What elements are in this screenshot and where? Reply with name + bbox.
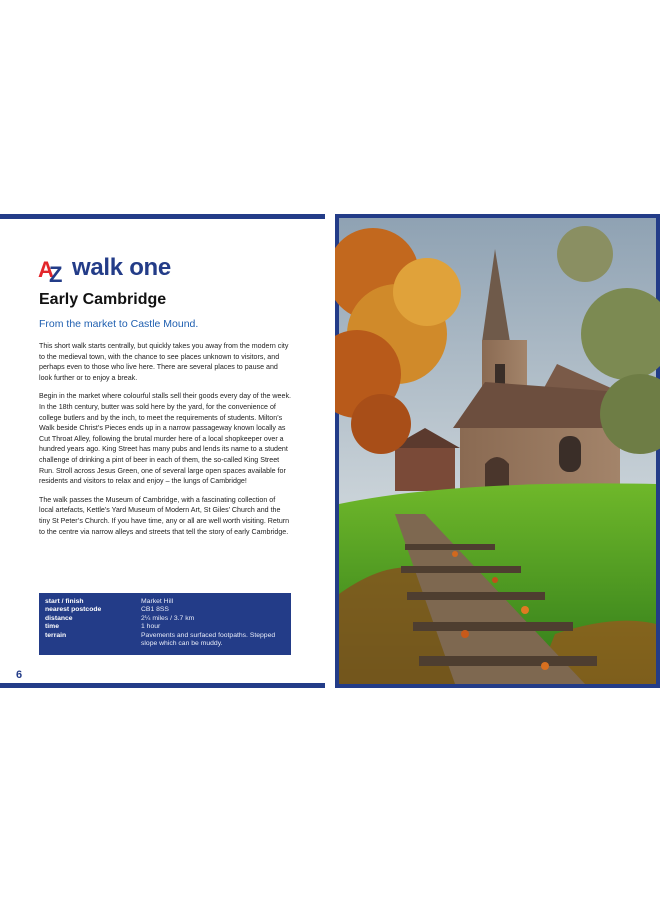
info-value: Pavements and surfaced footpaths. Stepped slope which can be muddy. xyxy=(141,631,276,648)
info-label: nearest postcode xyxy=(45,606,102,614)
info-label: start / finish xyxy=(45,598,84,605)
left-page xyxy=(0,214,325,688)
right-page xyxy=(335,214,660,688)
info-value: 1 hour xyxy=(141,623,161,631)
paragraph: This short walk starts centrally, but quickly takes you away from the modern city to the medieval town, with the chance to see places unknown to visitors, and perhaps even to those who live here. There are several places to pause and look further or to enjoy a break. xyxy=(39,342,289,382)
paragraph: The walk passes the Museum of Cambridge, with a fascinating collection of local artefacts, Kettle’s Yard Museum of Modern Art, St Giles’ Church and the tiny St Peter’s Church. If you have time, any or all are well worth visiting. Return to the centre via narrow alleys and streets that tell the story of early Cambridge. xyxy=(39,495,290,536)
info-label: terrain xyxy=(45,631,67,639)
info-label: time xyxy=(45,623,59,631)
page-title: Early Cambridge xyxy=(39,291,167,308)
info-row xyxy=(45,615,285,623)
info-value: Market Hill xyxy=(141,598,174,605)
walk-description xyxy=(39,341,291,545)
info-row xyxy=(45,632,285,649)
info-value: CB1 8SS xyxy=(141,606,169,614)
svg-text:A: A xyxy=(38,257,54,282)
svg-text:Z: Z xyxy=(49,262,63,285)
info-label: distance xyxy=(45,614,73,622)
book-spread xyxy=(0,214,660,688)
walk-tagline: From the market to Castle Mound. xyxy=(39,318,199,330)
info-row xyxy=(45,598,285,606)
info-row xyxy=(45,623,285,631)
info-row xyxy=(45,606,285,614)
page-number: 6 xyxy=(16,669,23,681)
walk-label: walk one xyxy=(72,254,171,281)
church-photo xyxy=(335,214,660,688)
info-value: 2¼ miles / 3.7 km xyxy=(141,614,195,622)
walk-info-box xyxy=(39,593,291,655)
paragraph: Begin in the market where colourful stalls sell their goods every day of the week. In the 18th century, butter was sold here by the yard, for the convenience of college butlers and by the inch, to meet the requirements of students. Milton’s Walk beside Christ’s Pieces ends up in a narrow passageway known locally as Cut Throat Alley, following the brutal murder here of a local shopkeeper over a hundred years ago. King Street has many pubs and lends its name to a student challenge of drinking a pint of beer in each of them, the so-called King Street Run. Stroll across Jesus Green, one of several large open spaces available for residents and visitors to relax and enjoy – the lungs of Cambridge! xyxy=(39,392,291,486)
a-z-logo-icon xyxy=(38,257,68,285)
